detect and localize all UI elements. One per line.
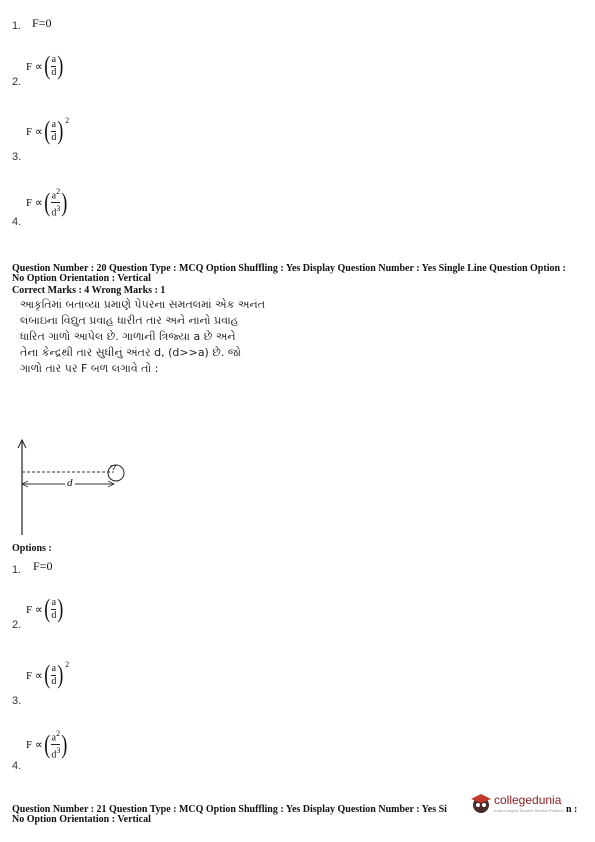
denominator: d: [51, 131, 57, 143]
fraction: [51, 119, 56, 144]
question-text-line: લંબાઇના વિદ્યુત પ્રવાહ ધારીત તાર અને નાનો પ્રવાહ: [20, 314, 239, 327]
option-number: 2.: [12, 76, 22, 88]
numerator: a: [51, 53, 57, 65]
logo-text: collegedunia: [494, 793, 562, 807]
next-question-header-line2: No Option Orientation : Vertical: [12, 814, 151, 825]
numerator: $a^2$: [51, 187, 61, 202]
denominator: $d^3$: [51, 746, 61, 761]
option-number: 3.: [12, 695, 22, 707]
fraction: [51, 186, 60, 220]
question-header-line2: No Option Orientation : Vertical: [12, 273, 151, 284]
option-formula: [26, 596, 65, 622]
wire-loop-diagram: [10, 410, 150, 535]
denominator: d: [51, 675, 57, 687]
fraction: [51, 54, 56, 79]
current-loop: [108, 465, 124, 481]
denominator: d: [51, 66, 57, 78]
fraction: [51, 597, 56, 622]
graduation-cap-icon: [470, 792, 492, 814]
option-formula: [26, 186, 69, 220]
question-marks: Correct Marks : 4 Wrong Marks : 1: [12, 285, 166, 296]
formula-lhs: F ∝: [26, 60, 43, 73]
paren-left: (: [44, 51, 51, 80]
paren-left: (: [44, 729, 51, 759]
paren-left: (: [44, 187, 51, 217]
formula-lhs: F ∝: [26, 125, 43, 138]
next-question-header: Question Number : 21 Question Type : MCQ Option Shuffling : Yes Display Question Number : Yes Si: [12, 804, 447, 815]
logo-subtitle: India's largest Student Review Platform: [494, 808, 564, 813]
next-question-header-tail: n :: [566, 804, 578, 815]
fraction: [51, 728, 60, 762]
question-text-line: ધારિત ગાળો આપેલ છે. ગાળાની ત્રિજ્યા a છે અને: [20, 330, 236, 343]
question-text-line: ગાળો તાર પર F બળ લગાવે તો :: [20, 362, 159, 375]
numerator: a: [51, 118, 57, 130]
paren-left: (: [44, 660, 51, 689]
paren-right: ): [57, 660, 64, 689]
question-text: [20, 297, 280, 377]
paren-left: (: [44, 594, 51, 623]
paren-right: ): [61, 187, 68, 217]
paren-right: ): [61, 729, 68, 759]
fraction: [51, 663, 56, 688]
option-formula: [26, 728, 69, 762]
collegedunia-logo: [470, 790, 565, 818]
options-label: Options :: [12, 543, 52, 554]
formula-lhs: F ∝: [26, 197, 43, 210]
numerator: a: [51, 596, 57, 608]
paren-right: ): [57, 594, 64, 623]
question-header: Question Number : 20 Question Type : MCQ Option Shuffling : Yes Display Question Number : Yes Single Line Question Option :: [12, 263, 566, 274]
paren-right: ): [57, 51, 64, 80]
option-formula: [26, 53, 65, 79]
paren-left: (: [44, 116, 51, 145]
formula-lhs: F ∝: [26, 603, 43, 616]
option-number: 2.: [12, 619, 22, 631]
question-text-line: આકૃતિમાં બતાવ્યા પ્રમાણે પેપરના સમતલમાં એક અનંત: [20, 298, 265, 311]
distance-label: d: [67, 477, 73, 489]
denominator: $d^3$: [51, 204, 61, 219]
option-formula: [26, 659, 70, 689]
numerator: $a^2$: [51, 729, 61, 744]
numerator: a: [51, 662, 57, 674]
question-figure: [10, 410, 150, 535]
formula-lhs: F ∝: [26, 739, 43, 752]
option-formula: [26, 115, 70, 145]
option-number: 4.: [12, 760, 22, 772]
denominator: d: [51, 609, 57, 621]
exponent: 2: [65, 659, 70, 669]
paren-right: ): [57, 116, 64, 145]
option-number: 1.: [12, 20, 22, 32]
option-text: F=0: [32, 16, 52, 30]
option-text: F=0: [33, 559, 53, 573]
option-number: 4.: [12, 216, 22, 228]
option-number: 1.: [12, 564, 22, 576]
question-text-line: તેના કેન્દ્રથી તાર સુધીનું અંતર d, (d>>a) છે. જો: [20, 346, 242, 359]
formula-lhs: F ∝: [26, 669, 43, 682]
option-number: 3.: [12, 151, 22, 163]
exponent: 2: [65, 115, 70, 125]
